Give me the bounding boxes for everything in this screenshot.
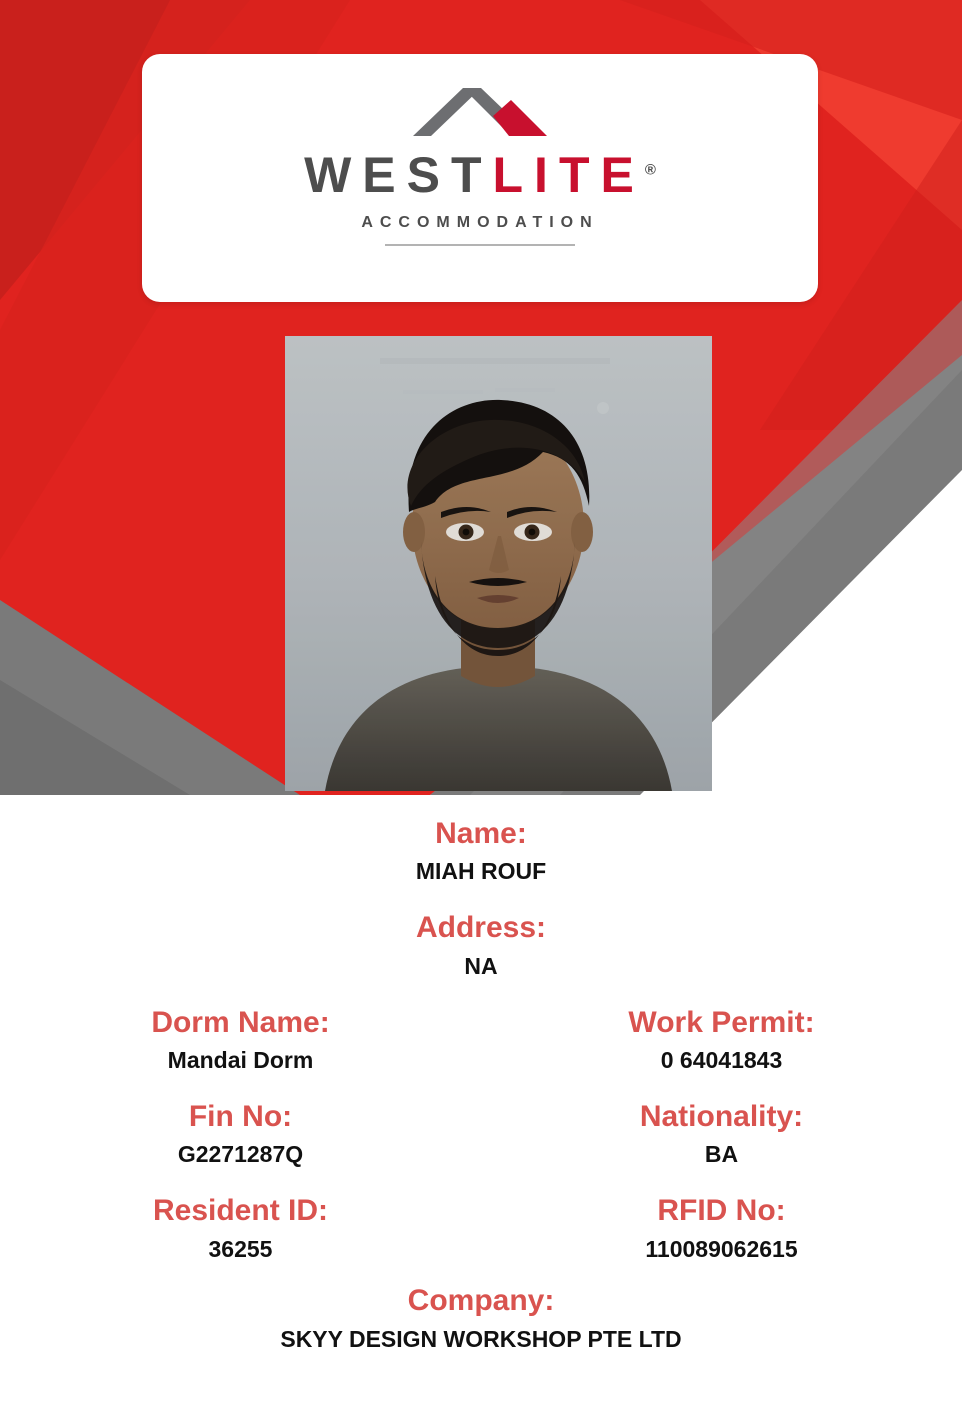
field-label: Work Permit: xyxy=(628,1005,815,1039)
field-label: RFID No: xyxy=(657,1194,786,1228)
field-value: MIAH ROUF xyxy=(415,858,547,885)
brand-tagline: ACCOMMODATION xyxy=(361,214,599,231)
field-value: 110089062615 xyxy=(645,1235,798,1262)
resident-photo xyxy=(285,336,712,791)
field-label: Name: xyxy=(435,817,527,850)
field-value: 0 64041843 xyxy=(660,1046,783,1073)
westlite-roof-logo-icon xyxy=(405,80,555,142)
logo-card xyxy=(142,54,818,302)
detail-row xyxy=(0,1192,962,1264)
field-value: BA xyxy=(704,1141,739,1168)
field-value: G2271287Q xyxy=(177,1141,304,1168)
wordmark-lite: LITE xyxy=(492,147,645,203)
field-label: Nationality: xyxy=(639,1099,804,1133)
field-resident-id xyxy=(0,1192,481,1264)
detail-row xyxy=(0,1004,962,1076)
field-label: Fin No: xyxy=(188,1099,293,1133)
brand-wordmark xyxy=(304,147,656,203)
detail-row xyxy=(0,1098,962,1170)
field-address xyxy=(0,909,962,981)
registered-mark: ® xyxy=(644,161,656,179)
field-work-permit xyxy=(481,1004,962,1076)
field-rfid-no xyxy=(481,1192,962,1264)
field-fin-no xyxy=(0,1098,481,1170)
field-nationality xyxy=(481,1098,962,1170)
field-value: Mandai Dorm xyxy=(167,1046,314,1073)
field-value: NA xyxy=(464,952,498,979)
field-label: Dorm Name: xyxy=(151,1005,330,1039)
field-label: Resident ID: xyxy=(152,1194,329,1228)
field-label: Company: xyxy=(407,1284,555,1318)
resident-details xyxy=(0,795,962,1355)
wordmark-west: WEST xyxy=(304,147,493,203)
field-value: 36255 xyxy=(208,1235,273,1262)
logo-divider xyxy=(385,244,575,246)
field-company xyxy=(0,1282,962,1354)
field-label: Address: xyxy=(415,911,547,945)
field-dorm-name xyxy=(0,1004,481,1076)
field-value: SKYY DESIGN WORKSHOP PTE LTD xyxy=(280,1325,682,1352)
field-name xyxy=(0,815,962,887)
